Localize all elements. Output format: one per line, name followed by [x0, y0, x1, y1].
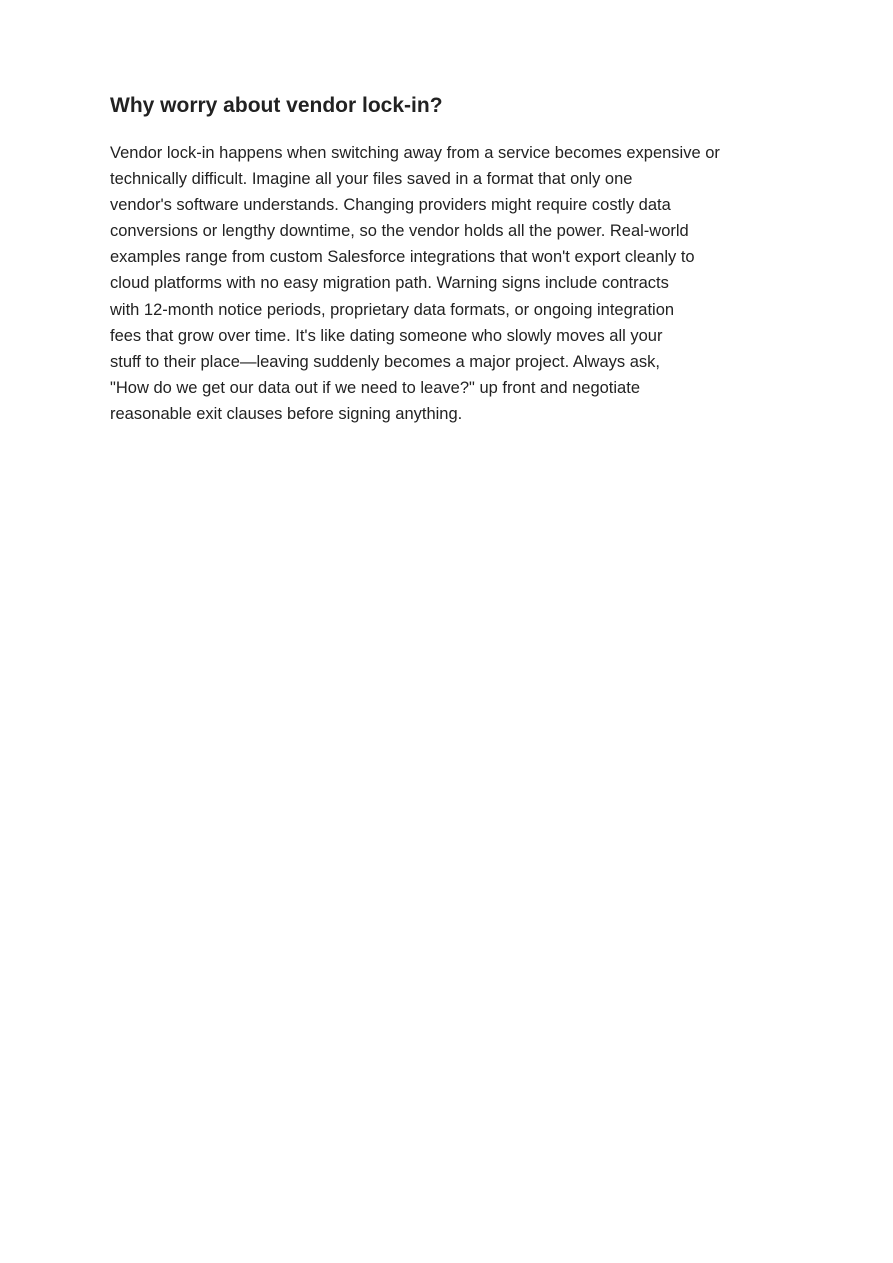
paragraph-line: fees that grow over time. It's like dating someone who slowly moves all your — [110, 326, 663, 345]
paragraph-line: Vendor lock-in happens when switching away from a service becomes expensive or — [110, 144, 720, 162]
page-title: Why worry about vendor lock-in? — [110, 94, 443, 117]
paragraph-line: with 12-month notice periods, proprietary data formats, or ongoing integration — [110, 300, 675, 319]
paragraph-line: conversions or lengthy downtime, so the vendor holds all the power. Real-world — [110, 222, 689, 241]
paragraph-line: stuff to their place—leaving suddenly becomes a major project. Always ask, — [110, 352, 660, 371]
paragraph-line: "How do we get our data out if we need to leave?" up front and negotiate — [110, 378, 640, 397]
paragraph-line: cloud platforms with no easy migration path. Warning signs include contracts — [110, 274, 669, 293]
paragraph-line: examples range from custom Salesforce integrations that won't export cleanly to — [110, 248, 695, 267]
paragraph-line: vendor's software understands. Changing providers might require costly data — [110, 196, 671, 215]
document-page — [110, 92, 810, 427]
body-paragraph — [110, 140, 810, 427]
paragraph-line: reasonable exit clauses before signing anything. — [110, 404, 463, 423]
paragraph-line: technically difficult. Imagine all your files saved in a format that only one — [110, 170, 633, 189]
